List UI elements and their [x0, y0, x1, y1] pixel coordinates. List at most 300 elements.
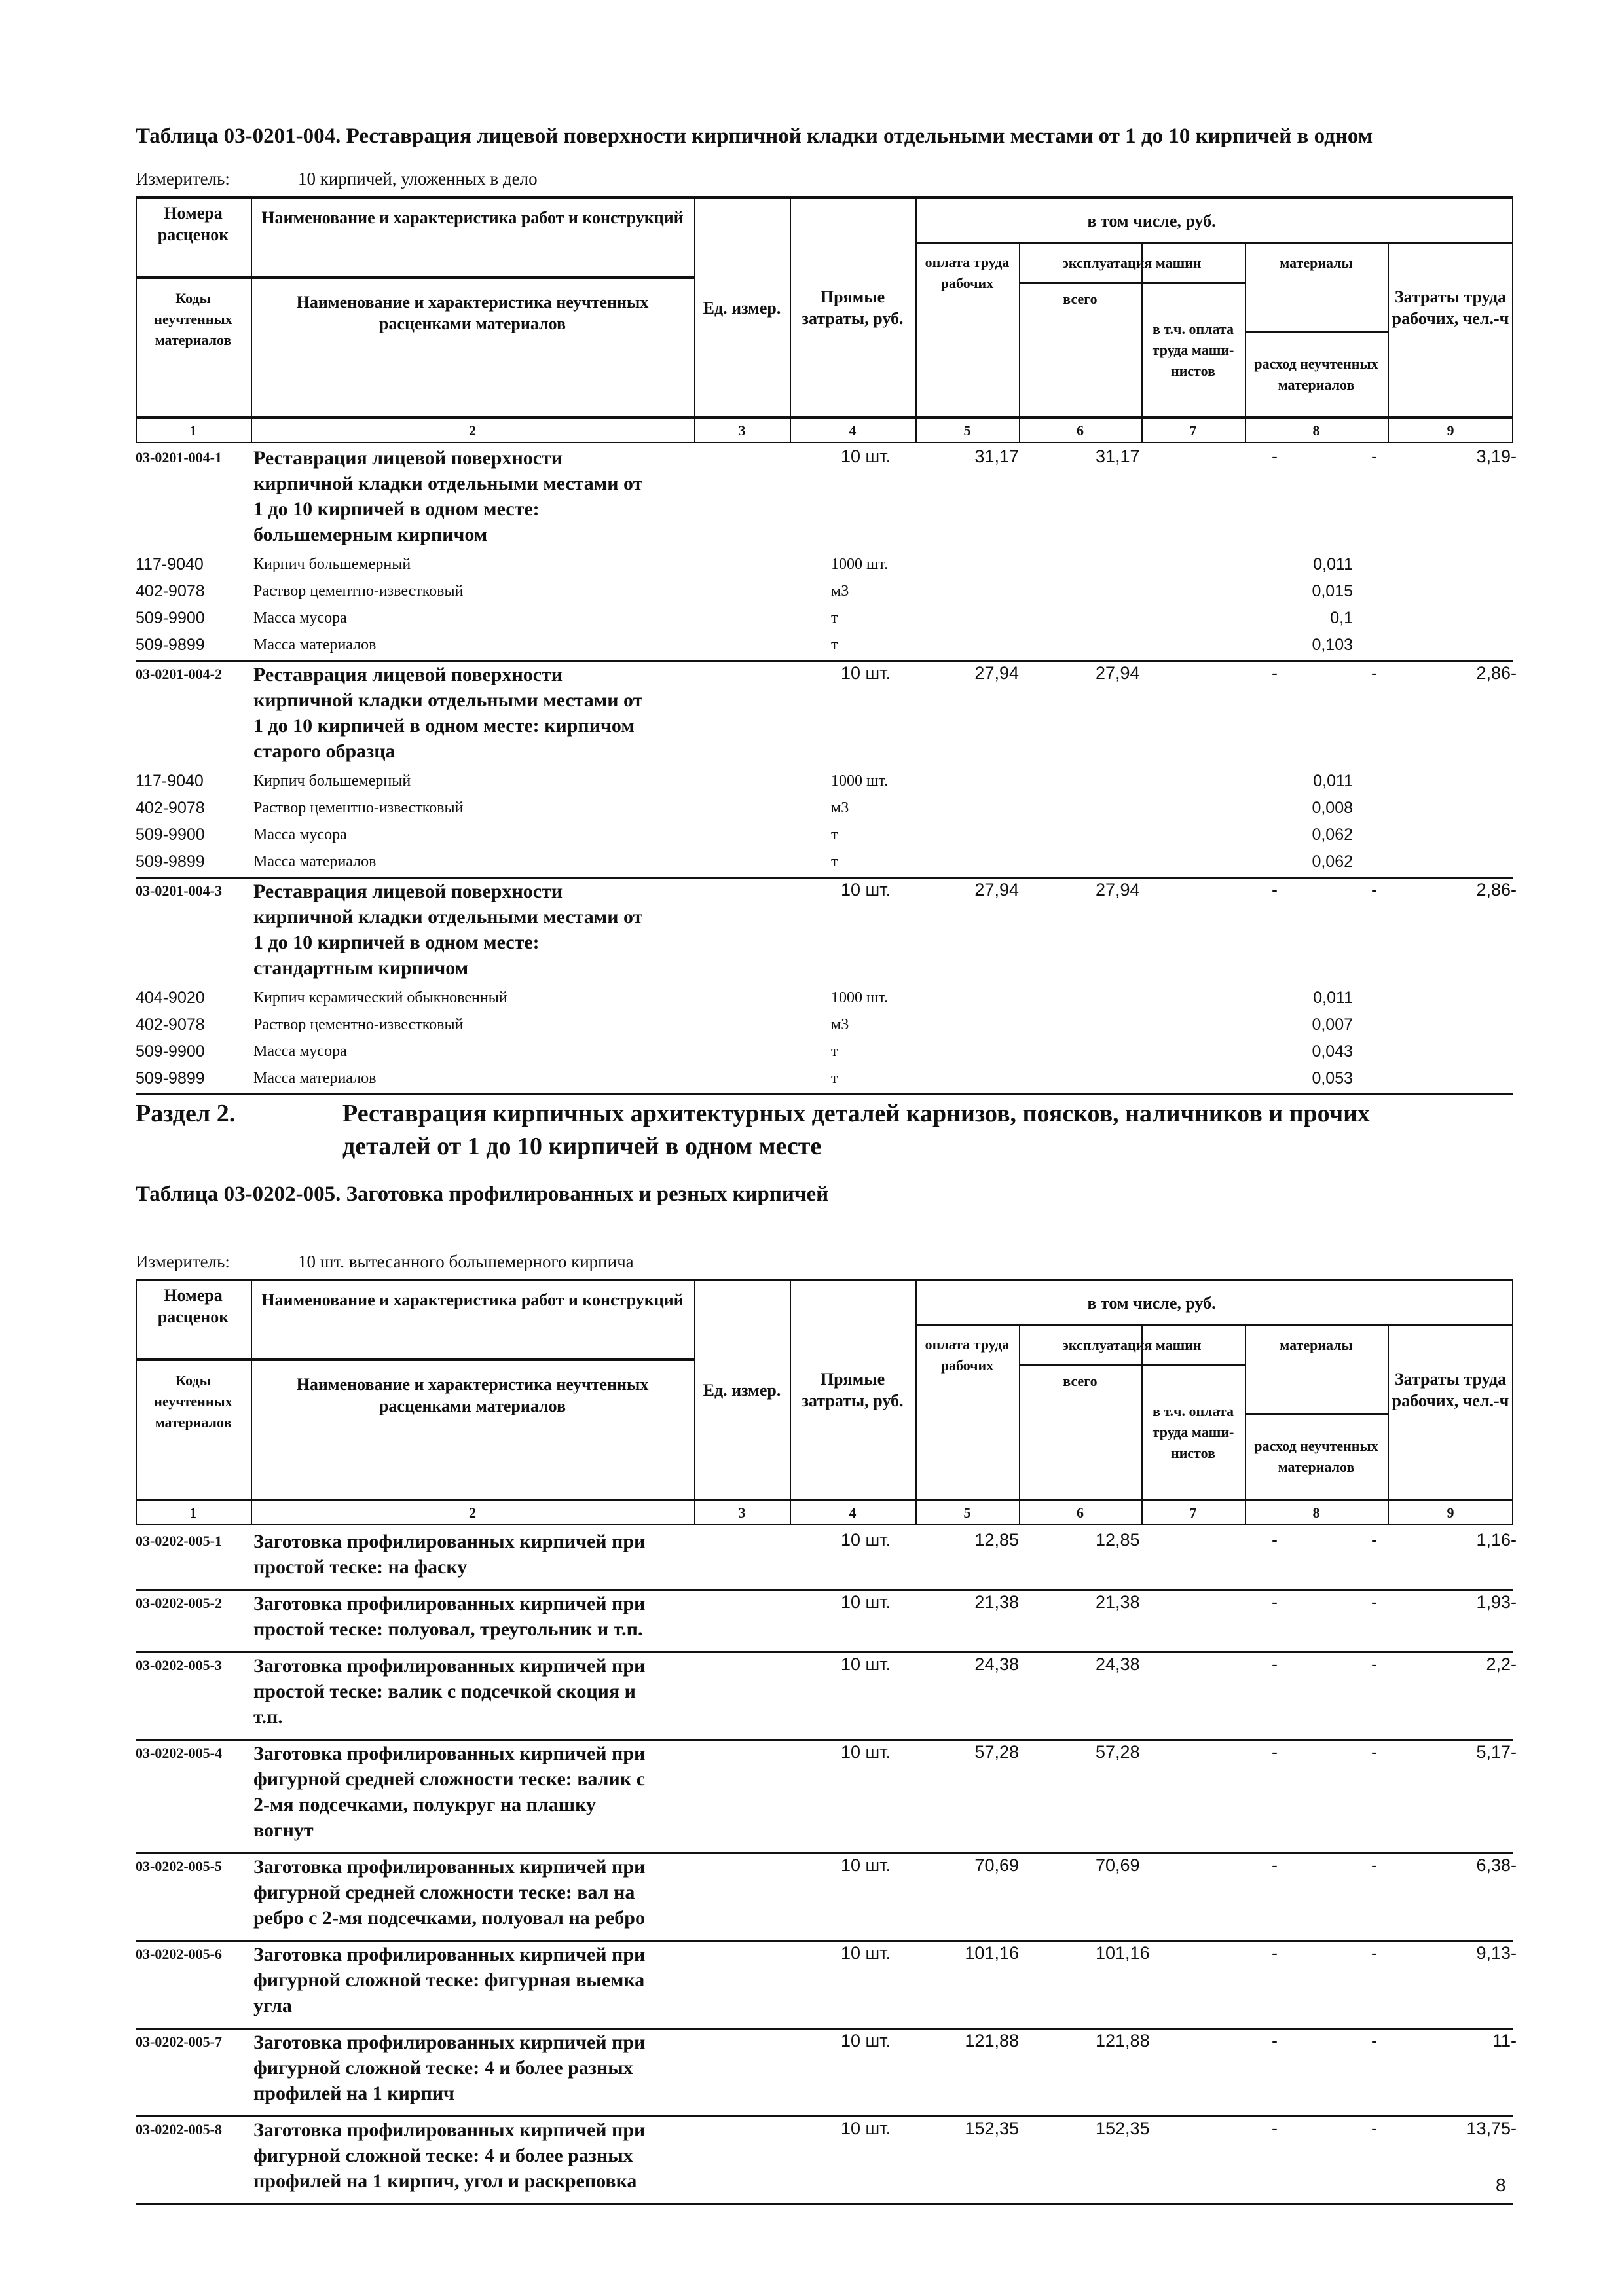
material-quantity: 0,011 [1313, 555, 1353, 574]
column-number: 8 [1312, 422, 1320, 439]
direct-costs: 21,38 [974, 1592, 1019, 1612]
machine-total-header-cell [1019, 1366, 1141, 1396]
work-name [251, 2117, 645, 2194]
materials-header-cell [1245, 244, 1388, 282]
material-row [136, 1038, 1513, 1065]
material-row [136, 795, 1513, 822]
unit-header: Ед. измер. [703, 1380, 781, 1400]
materials: - [1511, 1530, 1517, 1550]
work-name-line: Заготовка профилированных кирпичей при [253, 2119, 646, 2141]
material-quantity: 0,011 [1313, 989, 1353, 1007]
direct-costs: 31,17 [974, 446, 1019, 466]
page-number: 8 [1496, 2175, 1506, 2195]
material-consumption-header-cell [1245, 333, 1388, 416]
labor-pay-header: оплата труда рабочих [925, 1336, 1010, 1374]
unit: 10 шт. [841, 446, 891, 466]
machinist-pay: - [1371, 663, 1377, 683]
labor-hours: 1,16 [1476, 1530, 1511, 1550]
materials: - [1511, 2119, 1517, 2138]
column-number-cell [1019, 1501, 1141, 1524]
column-number-cell [694, 419, 790, 442]
column-number-cell [915, 1501, 1019, 1524]
materials: - [1511, 1592, 1517, 1612]
labor-pay: 31,17 [1096, 446, 1140, 466]
including-header: в том числе, руб. [1087, 1293, 1216, 1313]
column-number: 4 [849, 422, 857, 439]
material-name: Масса материалов [253, 853, 377, 870]
work-name-line: ребро с 2-мя подсечками, полуовал на ребро [253, 1907, 645, 1929]
material-name: Масса материалов [253, 1070, 377, 1087]
labor-hours: 2,86 [1476, 880, 1511, 900]
machinist-pay-header: в т.ч. оплата труда маши-нистов [1152, 1403, 1234, 1461]
work-name [251, 445, 642, 547]
labor-hours: 9,13 [1476, 1943, 1511, 1963]
work-name-line: Заготовка профилированных кирпичей при [253, 1743, 646, 1764]
table-row-group [136, 662, 1517, 879]
column-number: 5 [963, 1504, 971, 1521]
work-name-header-cell [251, 199, 694, 236]
work-name-line: простой теске: на фаску [253, 1556, 468, 1578]
unit: 10 шт. [841, 1855, 891, 1875]
direct-costs: 27,94 [974, 880, 1019, 900]
table-rule [136, 1524, 1513, 1525]
labor-hours: 1,93 [1476, 1592, 1511, 1612]
table2-title: Таблица 03-0202-005. Заготовка профилированных и резных кирпичей [136, 1182, 829, 1206]
material-name: Кирпич керамический обыкновенный [253, 989, 507, 1006]
rate-code: 03-0202-005-8 [136, 2121, 222, 2138]
work-name-line: фигурной средней сложности теске: валик с [253, 1768, 645, 1790]
labor-pay: 70,69 [1096, 1855, 1140, 1875]
labor-pay-header-cell [915, 1326, 1019, 1383]
measure-value: 10 шт. вытесанного большемерного кирпича [298, 1252, 634, 1271]
work-name [251, 1653, 645, 1730]
machinist-pay: - [1371, 1855, 1377, 1875]
labor-pay: 101,16 [1096, 1943, 1150, 1963]
table-row-group [136, 2117, 1517, 2205]
column-number-cell [1141, 419, 1245, 442]
column-number: 1 [189, 422, 197, 439]
materials: - [1511, 1742, 1517, 1762]
materials-header: материалы [1280, 1337, 1353, 1353]
rate-numbers-header: Номера расценок [157, 1286, 229, 1326]
materials: - [1511, 1654, 1517, 1674]
materials-header-cell [1245, 1326, 1388, 1364]
work-name-line: Заготовка профилированных кирпичей при [253, 2032, 646, 2053]
material-name: Раствор цементно-известковый [253, 799, 464, 816]
material-row [136, 768, 1513, 795]
work-name-line: кирпичной кладки отдельными местами от [253, 906, 643, 928]
material-row [136, 848, 1513, 875]
material-quantity: 0,103 [1312, 636, 1353, 654]
material-row [136, 632, 1513, 659]
material-codes-header-cell [136, 279, 251, 360]
material-quantity: 0,062 [1312, 852, 1353, 871]
table-row [136, 2030, 1517, 2110]
work-name-line: т.п. [253, 1706, 283, 1728]
material-codes-header: Коды неучтенных материалов [154, 1372, 232, 1430]
machinist-pay: - [1371, 1654, 1377, 1674]
labor-hours-header-cell [1388, 199, 1513, 416]
work-name-line: угла [253, 1995, 292, 2016]
material-unit: м3 [831, 799, 849, 816]
column-number: 9 [1447, 422, 1454, 439]
machine-operation-header: эксплуатация машин [1062, 255, 1202, 271]
direct-costs: 12,85 [974, 1530, 1019, 1550]
machine-operation-header-cell [1019, 244, 1245, 282]
column-number: 3 [738, 1504, 746, 1521]
machine-total-header: всего [1063, 291, 1098, 307]
machine-total-header-cell [1019, 284, 1141, 314]
table-row [136, 1591, 1517, 1646]
work-name [251, 2030, 645, 2106]
section-2-label: Раздел 2. [136, 1100, 236, 1127]
section-title-line: деталей от 1 до 10 кирпичей в одном месте [342, 1133, 822, 1160]
material-unit: 1000 шт. [831, 773, 889, 790]
material-row [136, 551, 1513, 578]
table1-title: Таблица 03-0201-004. Реставрация лицевой поверхности кирпичной кладки отдельными местами от 1 до 10 кирпичей в одном [136, 124, 1373, 148]
column-number: 7 [1189, 1504, 1197, 1521]
direct-costs-header: Прямые затраты, руб. [802, 287, 904, 328]
material-name: Масса мусора [253, 826, 347, 843]
machine-operation-header: эксплуатация машин [1062, 1337, 1202, 1353]
table-row-group [136, 1942, 1517, 2030]
material-quantity: 0,011 [1313, 772, 1353, 790]
material-code: 117-9040 [136, 772, 204, 790]
work-name-line: кирпичной кладки отдельными местами от [253, 689, 643, 711]
machine-total: - [1272, 446, 1278, 466]
material-code: 509-9899 [136, 1069, 205, 1087]
material-quantity: 0,1 [1330, 609, 1353, 627]
material-row [136, 985, 1513, 1011]
material-unit: т [831, 1070, 838, 1087]
table-row-group [136, 1591, 1517, 1653]
machinist-pay: - [1371, 2031, 1377, 2050]
work-name [251, 1942, 645, 2018]
material-code: 509-9900 [136, 1042, 205, 1061]
table1-header [136, 196, 1513, 443]
unit: 10 шт. [841, 1742, 891, 1762]
material-name: Масса материалов [253, 636, 377, 653]
material-row [136, 822, 1513, 848]
machinist-pay: - [1371, 1592, 1377, 1612]
machinist-pay: - [1371, 1530, 1377, 1550]
labor-pay: 152,35 [1096, 2119, 1150, 2138]
labor-pay: 21,38 [1096, 1592, 1140, 1612]
table-row [136, 662, 1517, 768]
machine-total-header: всего [1063, 1373, 1098, 1389]
table1-body [136, 445, 1517, 1095]
machine-total: - [1272, 1742, 1278, 1762]
materials: - [1511, 663, 1517, 683]
column-number: 2 [469, 1504, 476, 1521]
work-name [251, 879, 642, 981]
work-name-line: 2-мя подсечками, полукруг на плашку [253, 1794, 596, 1815]
work-name-line: фигурной средней сложности теске: вал на [253, 1882, 635, 1903]
machine-total: - [1272, 2031, 1278, 2050]
column-number-cell [790, 419, 915, 442]
machine-total: - [1272, 880, 1278, 900]
labor-hours: 2,2 [1486, 1654, 1511, 1674]
rate-code: 03-0201-004-2 [136, 666, 222, 682]
material-unit: м3 [831, 583, 849, 600]
material-code: 509-9899 [136, 852, 205, 871]
unit-header-cell [694, 199, 790, 416]
rate-code: 03-0202-005-5 [136, 1858, 222, 1874]
table-row-group [136, 879, 1517, 1095]
table2-header [136, 1279, 1513, 1525]
table-row [136, 1529, 1517, 1584]
work-name-line: кирпичной кладки отдельными местами от [253, 473, 643, 494]
direct-costs-header-cell [790, 199, 915, 416]
materials: - [1511, 2031, 1517, 2050]
column-number: 7 [1189, 422, 1197, 439]
material-code: 404-9020 [136, 989, 205, 1007]
work-name [251, 1854, 645, 1931]
materials: - [1511, 1943, 1517, 1963]
unit: 10 шт. [841, 1592, 891, 1612]
column-number: 6 [1077, 1504, 1084, 1521]
machine-total: - [1272, 1943, 1278, 1963]
materials: - [1511, 446, 1517, 466]
table-rule [136, 442, 1513, 443]
material-code: 402-9078 [136, 799, 205, 817]
direct-costs: 121,88 [965, 2031, 1019, 2050]
labor-pay: 27,94 [1096, 880, 1140, 900]
machine-operation-header-cell [1019, 1326, 1245, 1364]
unit: 10 шт. [841, 2119, 891, 2138]
unit-header-cell [694, 1281, 790, 1499]
machine-total: - [1272, 1592, 1278, 1612]
direct-costs: 24,38 [974, 1654, 1019, 1674]
labor-pay: 24,38 [1096, 1654, 1140, 1674]
material-names-header-cell [251, 1361, 694, 1429]
material-names-header: Наименование и характеристика неучтенных расценками материалов [296, 1375, 649, 1415]
column-number-cell [1388, 419, 1513, 442]
direct-costs: 101,16 [965, 1943, 1019, 1963]
table-row-group [136, 1741, 1517, 1854]
table-row [136, 1942, 1517, 2022]
column-number: 2 [469, 422, 476, 439]
labor-hours-header-cell [1388, 1281, 1513, 1499]
material-consumption-header-cell [1245, 1415, 1388, 1499]
table-row-group [136, 1854, 1517, 1942]
column-number: 1 [189, 1504, 197, 1521]
machinist-pay-header: в т.ч. оплата труда маши-нистов [1152, 321, 1234, 379]
material-code: 509-9899 [136, 636, 205, 654]
material-consumption-header: расход неучтенных материалов [1254, 355, 1378, 393]
section-title-line: Реставрация кирпичных архитектурных деталей карнизов, поясков, наличников и прочих [342, 1100, 1371, 1127]
material-codes-header-cell [136, 1361, 251, 1442]
work-name [251, 1741, 645, 1843]
direct-costs: 152,35 [965, 2119, 1019, 2138]
direct-costs-header: Прямые затраты, руб. [802, 1370, 904, 1410]
material-unit: т [831, 826, 838, 843]
work-name-line: стандартным кирпичом [253, 957, 469, 979]
labor-pay: 27,94 [1096, 663, 1140, 683]
material-name: Раствор цементно-известковый [253, 1016, 464, 1033]
work-name-line: фигурной сложной теске: 4 и более разных [253, 2145, 633, 2166]
work-name-line: Реставрация лицевой поверхности [253, 664, 563, 685]
work-name-line: Заготовка профилированных кирпичей при [253, 1593, 646, 1614]
work-name [251, 1591, 645, 1642]
work-name-line: простой теске: полуовал, треугольник и т.п. [253, 1618, 643, 1640]
material-codes-header: Коды неучтенных материалов [154, 290, 232, 348]
material-name: Кирпич большемерный [253, 773, 411, 790]
material-code: 117-9040 [136, 555, 204, 574]
labor-pay-header: оплата труда рабочих [925, 253, 1010, 291]
unit: 10 шт. [841, 663, 891, 683]
column-number-cell [1245, 1501, 1388, 1524]
column-number-cell [251, 419, 694, 442]
machine-total: - [1272, 1855, 1278, 1875]
material-quantity: 0,043 [1312, 1042, 1353, 1061]
labor-pay: 57,28 [1096, 1742, 1140, 1762]
table-row-group [136, 1529, 1517, 1591]
measure-label: Измеритель: [136, 1252, 230, 1271]
work-name-line: старого образца [253, 740, 396, 762]
material-name: Кирпич большемерный [253, 556, 411, 573]
material-code: 402-9078 [136, 582, 205, 600]
rate-code: 03-0201-004-3 [136, 883, 222, 899]
work-name-line: Заготовка профилированных кирпичей при [253, 1531, 646, 1552]
material-unit: т [831, 636, 838, 653]
machinist-pay: - [1371, 446, 1377, 466]
material-quantity: 0,008 [1312, 799, 1353, 817]
machine-total: - [1272, 1530, 1278, 1550]
material-unit: 1000 шт. [831, 989, 889, 1006]
rate-code: 03-0202-005-6 [136, 1946, 222, 1962]
material-code: 509-9900 [136, 826, 205, 844]
table-row [136, 2117, 1517, 2198]
table-row [136, 445, 1517, 551]
work-name-line: фигурной сложной теске: фигурная выемка [253, 1969, 645, 1991]
unit: 10 шт. [841, 1530, 891, 1550]
work-name-header: Наименование и характеристика работ и конструкций [261, 1290, 684, 1309]
material-name: Раствор цементно-известковый [253, 583, 464, 600]
machine-total: - [1272, 1654, 1278, 1674]
work-name-header-cell [251, 1281, 694, 1318]
labor-hours-header: Затраты труда рабочих, чел.-ч [1392, 287, 1509, 328]
work-name-line: профилей на 1 кирпич, угол и раскреповка [253, 2170, 637, 2192]
material-consumption-header: расход неучтенных материалов [1254, 1438, 1378, 1475]
machinist-pay-header-cell [1141, 284, 1245, 416]
rate-code: 03-0202-005-1 [136, 1533, 222, 1549]
work-name-line: профилей на 1 кирпич [253, 2083, 454, 2104]
work-name-line: простой теске: валик с подсечкой скоция и [253, 1681, 636, 1702]
machinist-pay-header-cell [1141, 1366, 1245, 1499]
work-name-line: вогнут [253, 1819, 314, 1841]
material-row [136, 1011, 1513, 1038]
work-name-line: 1 до 10 кирпичей в одном месте: [253, 498, 540, 520]
material-names-header: Наименование и характеристика неучтенных расценками материалов [296, 293, 649, 333]
material-quantity: 0,062 [1312, 826, 1353, 844]
column-number: 5 [963, 422, 971, 439]
table-row-group [136, 445, 1517, 662]
labor-hours: 5,17 [1476, 1742, 1511, 1762]
labor-hours-header: Затраты труда рабочих, чел.-ч [1392, 1370, 1509, 1410]
material-unit: т [831, 853, 838, 870]
materials: - [1511, 1855, 1517, 1875]
column-number-cell [790, 1501, 915, 1524]
machine-total: - [1272, 663, 1278, 683]
including-header: в том числе, руб. [1087, 211, 1216, 230]
section-2-title [342, 1097, 1370, 1163]
material-row [136, 1065, 1513, 1092]
table2-body [136, 1529, 1517, 2205]
material-quantity: 0,007 [1312, 1015, 1353, 1034]
work-name-line: Заготовка профилированных кирпичей при [253, 1856, 646, 1878]
measure-label: Измеритель: [136, 169, 230, 189]
rate-numbers-header: Номера расценок [157, 204, 229, 244]
labor-hours: 6,38 [1476, 1855, 1511, 1875]
table-row [136, 1741, 1517, 1847]
work-name-line: Заготовка профилированных кирпичей при [253, 1944, 646, 1965]
material-unit: 1000 шт. [831, 556, 889, 573]
material-row [136, 578, 1513, 605]
material-names-header-cell [251, 279, 694, 347]
measure-value: 10 кирпичей, уложенных в дело [298, 169, 538, 189]
column-number-cell [1388, 1501, 1513, 1524]
material-code: 509-9900 [136, 609, 205, 627]
rate-code: 03-0202-005-2 [136, 1595, 222, 1611]
labor-pay: 121,88 [1096, 2031, 1150, 2050]
column-number: 9 [1447, 1504, 1454, 1521]
rate-numbers-header-cell [136, 199, 251, 249]
machinist-pay: - [1371, 880, 1377, 900]
unit: 10 шт. [841, 2031, 891, 2050]
work-name-line: большемерным кирпичом [253, 524, 488, 545]
work-name-line: 1 до 10 кирпичей в одном месте: кирпичом [253, 715, 635, 737]
material-quantity: 0,015 [1312, 582, 1353, 600]
machinist-pay: - [1371, 1943, 1377, 1963]
column-number-cell [694, 1501, 790, 1524]
work-name-line: 1 до 10 кирпичей в одном месте: [253, 932, 540, 953]
work-name-line: Реставрация лицевой поверхности [253, 881, 563, 902]
column-number-cell [915, 419, 1019, 442]
material-unit: т [831, 610, 838, 627]
rate-code: 03-0202-005-7 [136, 2033, 222, 2050]
column-number-cell [1019, 419, 1141, 442]
materials-header: материалы [1280, 255, 1353, 271]
work-name [251, 662, 642, 764]
machine-total: - [1272, 2119, 1278, 2138]
table-row [136, 1854, 1517, 1935]
column-number: 3 [738, 422, 746, 439]
unit: 10 шт. [841, 880, 891, 900]
unit: 10 шт. [841, 1654, 891, 1674]
work-name-line: фигурной сложной теске: 4 и более разных [253, 2057, 633, 2079]
material-code: 402-9078 [136, 1015, 205, 1034]
column-number-cell [136, 1501, 251, 1524]
labor-hours: 11 [1492, 2031, 1511, 2050]
rate-code: 03-0202-005-4 [136, 1745, 222, 1761]
direct-costs-header-cell [790, 1281, 915, 1499]
table-row-group [136, 2030, 1517, 2117]
material-name: Масса мусора [253, 1043, 347, 1060]
work-name [251, 1529, 645, 1580]
including-header-cell [915, 199, 1388, 242]
column-number: 6 [1077, 422, 1084, 439]
table-row [136, 1653, 1517, 1734]
labor-hours: 13,75 [1466, 2119, 1511, 2138]
including-header-cell [915, 1281, 1388, 1324]
column-number: 8 [1312, 1504, 1320, 1521]
rate-code: 03-0202-005-3 [136, 1657, 222, 1673]
table-row-group [136, 1653, 1517, 1741]
labor-pay: 12,85 [1096, 1530, 1140, 1550]
column-number-cell [1245, 419, 1388, 442]
rate-numbers-header-cell [136, 1281, 251, 1331]
